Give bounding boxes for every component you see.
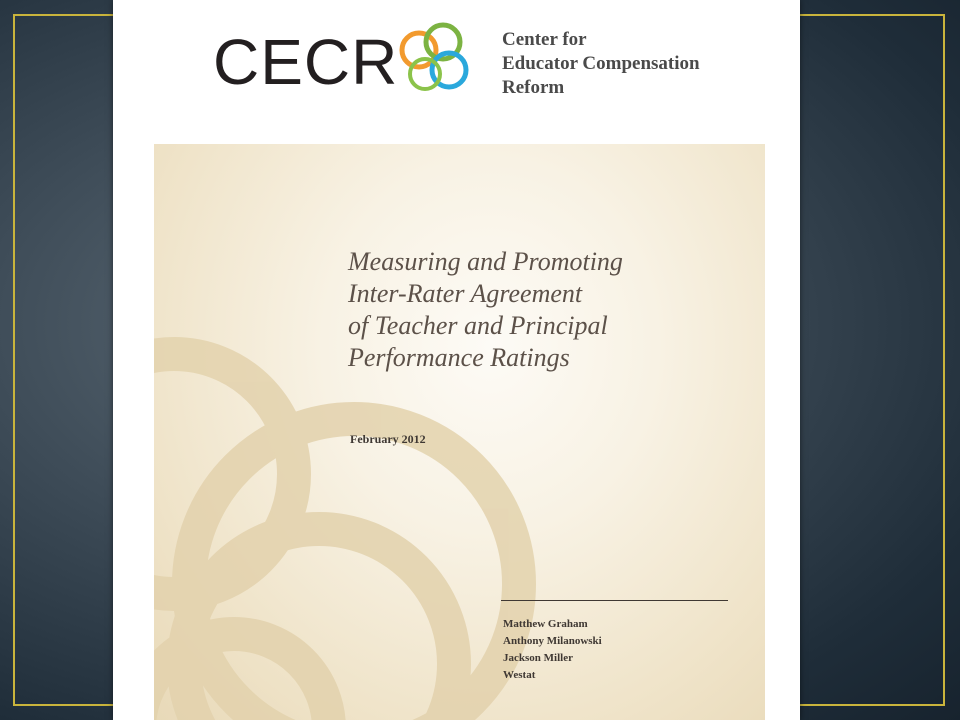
report-title	[348, 246, 623, 374]
logo-rings-icon	[395, 20, 480, 100]
report-title-line: Performance Ratings	[348, 343, 570, 372]
cover-swirl-graphic	[154, 144, 765, 720]
author-list	[503, 616, 602, 684]
org-name-line: Center for	[502, 29, 587, 50]
author-affiliation: Westat	[503, 669, 536, 681]
report-date: February 2012	[350, 432, 426, 446]
author-name: Matthew Graham	[503, 618, 588, 630]
logo-wordmark: CECR	[213, 26, 399, 98]
author-name: Anthony Milanowski	[503, 635, 602, 647]
report-title-line: Measuring and Promoting	[348, 247, 623, 276]
author-name: Jackson Miller	[503, 652, 573, 664]
author-divider	[501, 600, 728, 601]
org-name	[502, 28, 700, 100]
org-name-line: Reform	[502, 77, 565, 98]
report-title-line: Inter-Rater Agreement	[348, 279, 583, 308]
report-cover	[154, 144, 765, 720]
org-name-line: Educator Compensation	[502, 53, 700, 74]
report-title-line: of Teacher and Principal	[348, 311, 608, 340]
